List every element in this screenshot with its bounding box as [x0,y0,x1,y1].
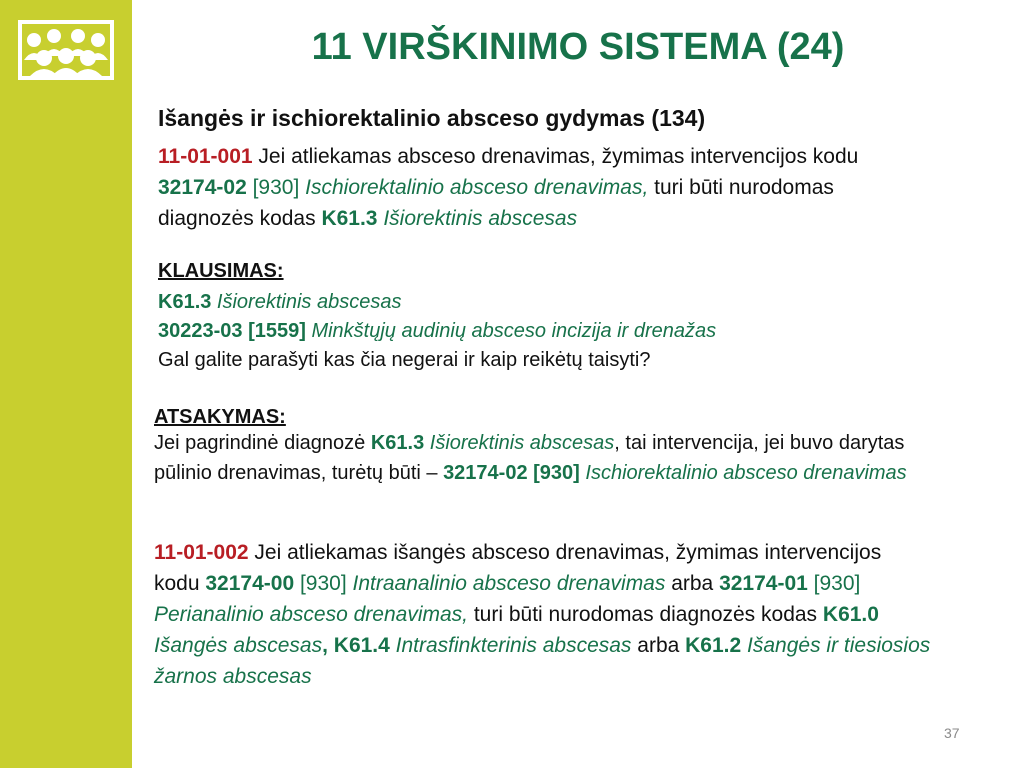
answer-line2 [154,458,907,488]
section-subtitle: Išangės ir ischiorektalinio absceso gydymas (134) [158,105,706,131]
rule2-line3 [154,599,930,630]
rule2-text4: turi būti nurodomas diagnozės kodas [468,603,823,626]
people-logo-icon [18,20,114,80]
rule1-text3: diagnozės kodas [158,207,322,230]
rule2-line4 [154,630,930,661]
rule2-diag1-name: Išangės abscesas [154,634,323,657]
rule1-diag-name: Išiorektinis abscesas [377,207,578,230]
rule-11-01-001 [158,141,858,234]
rule2-line5 [154,661,930,692]
slide-title: 11 VIRŠKINIMO SISTEMA (24) [311,26,845,68]
rule2-diag1: K61.0 [822,603,879,626]
answer-text2: , tai intervencija, jei buvo darytas [614,432,905,454]
rule-11-01-002 [154,537,930,692]
rule1-line2 [158,172,858,203]
question-proc-name: Minkštųjų audinių absceso incizija ir drenažas [305,320,717,342]
rule2-line1 [154,537,930,568]
answer-heading: ATSAKYMAS: [154,406,286,428]
rule2-code1: 32174-00 [205,572,295,595]
rule2-name2: Perianalinio absceso drenavimas, [154,603,469,626]
question-line1 [158,288,716,317]
rule1-intervention-name: Ischiorektalinio absceso drenavimas, [305,176,649,199]
rule2-diag3: K61.2 [685,634,742,657]
rule2-comma: , [322,634,334,657]
answer-proc-code: 32174-02 [930] [443,462,580,484]
answer-line1 [154,428,907,458]
question-diag-code: K61.3 [158,291,212,313]
answer-text3: pūlinio drenavimas, turėtų būti – [154,462,444,484]
rule2-diag3-name-a: Išangės ir tiesiosios [741,634,931,657]
rule1-line1 [158,141,858,172]
rule2-text3: arba [665,572,720,595]
page-number: 37 [944,725,960,741]
rule2-text2: kodu [154,572,206,595]
rule1-text2: turi būti nurodomas [648,176,834,199]
rule2-bracket1: [930] [294,572,353,595]
question-body [158,288,716,375]
answer-body [154,428,907,488]
answer-diag-name: Išiorektinis abscesas [424,432,615,454]
question-diag-name: Išiorektinis abscesas [211,291,402,313]
answer-proc-name: Ischiorektalinio absceso drenavimas [579,462,907,484]
rule1-line3 [158,203,858,234]
rule2-code2: 32174-01 [719,572,808,595]
rule2-text5: arba [631,634,686,657]
rule1-diag-code: K61.3 [321,207,378,230]
rule2-text1: Jei atliekamas išangės absceso drenavimas, žymimas intervencijos [248,541,882,564]
sidebar-band [0,0,132,768]
rule1-text1: Jei atliekamas absceso drenavimas, žymimas intervencijos kodu [252,145,859,168]
question-heading: KLAUSIMAS: [158,260,284,282]
rule1-bracket: [930] [246,176,306,199]
question-text: Gal galite parašyti kas čia negerai ir kaip reikėtų taisyti? [158,349,651,371]
rule1-code: 11-01-001 [158,145,253,168]
question-proc-code: 30223-03 [1559] [158,320,306,342]
rule2-diag3-name-b: žarnos abscesas [154,665,312,688]
answer-text1: Jei pagrindinė diagnozė [154,432,371,454]
answer-diag-code: K61.3 [370,432,425,454]
rule2-code: 11-01-002 [154,541,249,564]
question-line2 [158,317,716,346]
rule2-diag2: K61.4 [333,634,390,657]
rule2-bracket2: [930] [807,572,861,595]
rule1-intervention-code: 32174-02 [158,176,247,199]
rule2-diag2-name: Intrasfinkterinis abscesas [389,634,632,657]
rule2-name1: Intraanalinio absceso drenavimas [352,572,666,595]
rule2-line2 [154,568,930,599]
